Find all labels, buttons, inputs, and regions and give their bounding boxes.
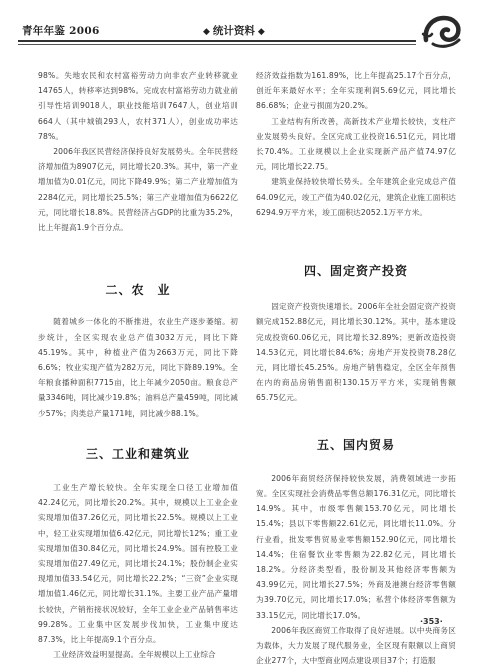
paragraph-industry-structure: 工业结构有所改善，高新技术产业增长较快，支柱产业发展势头良好。全区完成工业投资16.51亿元，同比增长70.4%。工业规模以上企业实现新产品产值74.97亿元，同比增长22.75。 <box>256 116 456 172</box>
paragraph-industry-growth: 工业生产增长较快。全年实现全口径工业增加值42.24亿元，同比增长20.2%。其中，规模以上工业企业实现增加值37.26亿元，同比增长22.5%。规模以上工业中，轻工业实现增加值6.42亿元，同比增长12%；重工业实现增加值30.84亿元，同比增长24.9%。国有控股工业实现增加值27.49亿元，同比增长24.1%；股份制企业实现增加值33.54亿元，同比增长22.2%；“三资”企业实现增加值1.46亿元，同比增长31.1%。主要工业产品产量增长较快，产销衔接状况较好，全年工业企业产品销售率达99.28%。工业集中区发展步伐加快，工业集中度达87.3%，比上年提高9.1个百分点。 <box>38 483 238 645</box>
paragraph-commerce: 2006年我区商贸工作取得了良好进展。以中央商务区为载体，大力发展了现代服务业，全区现有限额以上商贸企业277个，大中型商业网点建设项目37个；打造服 <box>256 625 456 666</box>
paragraph-investment: 固定资产投资快速增长。2006年全社会固定资产投资额完成152.88亿元，同比增长30.12%。其中，基本建设完成投资60.06亿元，同比增长32.89%；更新改造投资14.53亿元，同比增长84.6%；房地产开发投资78.28亿元，同比增长45.25%。房地产销售稳定，全区全年预售在内的商品房销售面积130.15万平方米，实现销售额65.75亿元。 <box>256 302 456 403</box>
paragraph-industry-efficiency: 工业经济效益明显提高。全年规模以上工业综合 <box>53 650 216 660</box>
paragraph-private-economy: 2006年我区民营经济保持良好发展势头。全年民营经济增加值为8907亿元，同比增长20.3%。其中，第一产业增加值为0.01亿元，同比下降49.9%；第二产业增加值为2284亿元，同比增长25.5%；第三产业增加值为6622亿元，同比增长18.8%。民营经济占GDP的比重为35.2%，比上年提高1.9个百分点。 <box>38 147 238 233</box>
swirl-logo-icon <box>420 10 464 50</box>
paragraph-construction: 建筑业保持较快增长势头。全年建筑企业完成总产值64.09亿元，竣工产值为40.02亿元，建筑企业施工面积达6294.9万平方米，竣工面积达2052.1万平方米。 <box>256 177 456 217</box>
section-title-investment: 四、固定资产投资 <box>303 264 408 279</box>
header-rule <box>18 40 416 42</box>
section-header <box>200 23 268 38</box>
left-column <box>38 68 238 663</box>
header-rule-thin <box>18 44 416 45</box>
diamond-icon: ◆ <box>203 27 210 37</box>
paragraph-labor: 98%。失地农民和农村富裕劳动力向非农产业转移就业14765人，转移率达到98%。完成农村富裕劳动力就业前引导性培训9018人，职业技能培训7647人，创业培训664人（其中城镇293人，农村371人），创业成功率达78%。 <box>38 71 238 141</box>
right-column <box>256 68 456 669</box>
paragraph-retail: 2006年商贸经济保持较快发展，消费领域进一步拓宽。全区实现社会消费品零售总额176.31亿元，同比增长14.9%。其中，市级零售额153.70亿元，同比增长15.4%；县以下零售额22.61亿元，同比增长11.0%。分行业看，批发零售贸易业零售额152.90亿元，同比增长14.4%；住宿餐饮业零售额为22.82亿元，同比增长18.2%。分经济类型看，股份制及其他经济零售额为43.99亿元，同比增长27.5%；外商及港澳台经济零售额为39.70亿元，同比增长17.0%；私营个体经济零售额为33.15亿元，同比增长17.0%。 <box>256 473 456 620</box>
section-title-industry: 三、工业和建筑业 <box>85 446 190 461</box>
paragraph-efficiency-cont: 经济效益指数为161.89%，比上年提高25.17个百分点，创近年来最好水平；全年实现利润5.69亿元，同比增长86.68%；企业亏损面为20.2%。 <box>256 71 456 111</box>
section-title-agriculture: 二、农 业 <box>105 283 171 298</box>
section-header-label: 统计资料 <box>212 25 255 37</box>
yearbook-title: 青年年鉴 2006 <box>22 25 100 37</box>
diamond-icon: ◆ <box>257 27 265 37</box>
paragraph-agriculture: 随着城乡一体化的不断推进，农业生产逐步萎缩。初步统计，全区实现农业总产值3032万元，同比下降45.19%。其中，种植业产值为2663万元，同比下降6.6%；牧业实现产值为282万元，同比下降89.19%。全年粮食播种面积7715亩，比上年减少2050亩。粮食总产量3346吨，同比减少19.8%；油料总产量459吨，同比减少57%；肉类总产量171吨，同比减少88.1%。 <box>38 317 238 418</box>
section-title-trade: 五、国内贸易 <box>316 437 395 452</box>
page-number: ·353· <box>420 617 443 626</box>
